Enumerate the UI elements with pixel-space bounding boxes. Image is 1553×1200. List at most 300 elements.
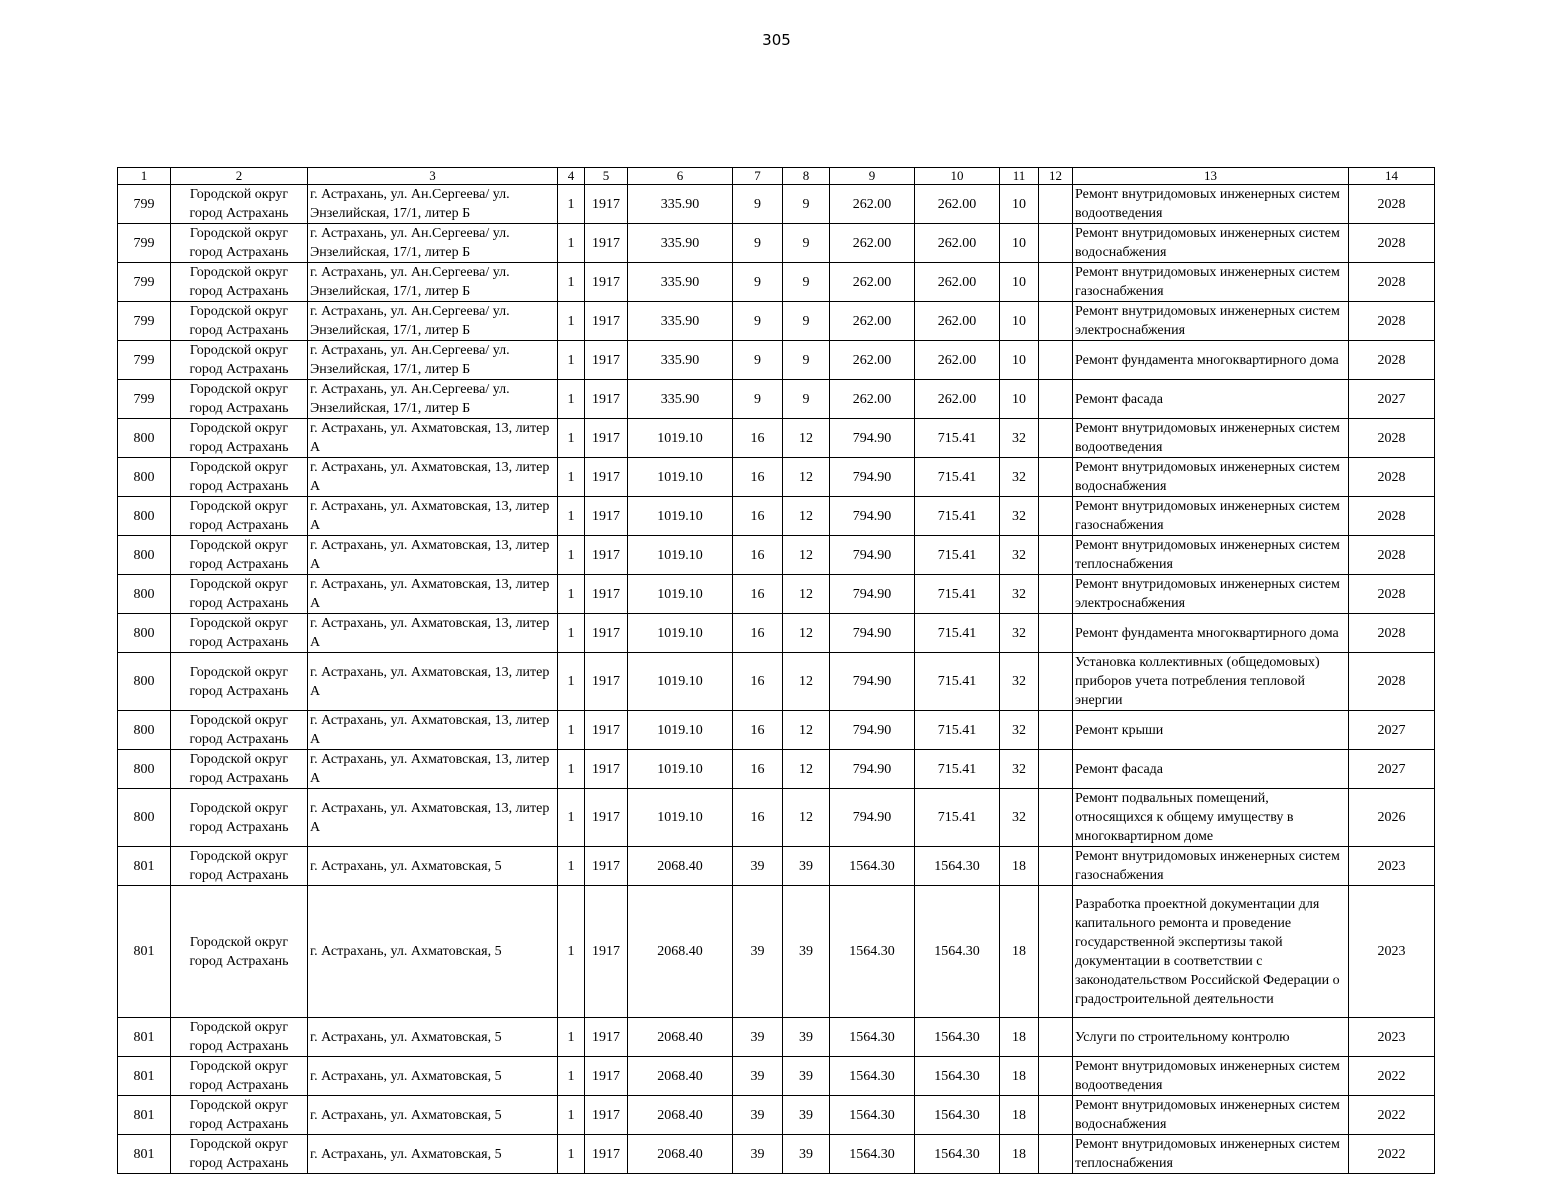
area-9-cell: 794.90	[830, 653, 915, 711]
cell-7-cell: 16	[733, 458, 783, 497]
year-cell: 2026	[1349, 789, 1435, 847]
year-cell: 2022	[1349, 1096, 1435, 1135]
year-cell: 2023	[1349, 886, 1435, 1018]
area-10-cell: 1564.30	[915, 1135, 1000, 1174]
cell-7-cell: 9	[733, 302, 783, 341]
year-cell: 2028	[1349, 263, 1435, 302]
cell-11-cell: 32	[1000, 653, 1039, 711]
area-10-cell: 715.41	[915, 536, 1000, 575]
municipality-cell: Городской округ город Астрахань	[171, 419, 308, 458]
cell-4-cell: 1	[558, 1018, 585, 1057]
cell-7-cell: 39	[733, 1018, 783, 1057]
cell-11-cell: 18	[1000, 1135, 1039, 1174]
municipality-cell: Городской округ город Астрахань	[171, 1057, 308, 1096]
address-cell: г. Астрахань, ул. Ахматовская, 13, литер А	[308, 575, 558, 614]
address-cell: г. Астрахань, ул. Ахматовская, 13, литер А	[308, 750, 558, 789]
area-9-cell: 794.90	[830, 497, 915, 536]
build-year-cell: 1917	[585, 847, 628, 886]
table-row	[118, 575, 1435, 614]
cell-11-cell: 10	[1000, 185, 1039, 224]
record-number-cell: 799	[118, 380, 171, 419]
record-number-cell: 801	[118, 847, 171, 886]
area-10-cell: 715.41	[915, 653, 1000, 711]
cell-12-cell	[1039, 653, 1073, 711]
area-10-cell: 715.41	[915, 711, 1000, 750]
cell-4-cell: 1	[558, 750, 585, 789]
area-10-cell: 715.41	[915, 614, 1000, 653]
total-area-cell: 1019.10	[628, 497, 733, 536]
municipality-cell: Городской округ город Астрахань	[171, 302, 308, 341]
build-year-cell: 1917	[585, 1057, 628, 1096]
total-area-cell: 335.90	[628, 263, 733, 302]
cell-8-cell: 12	[783, 653, 830, 711]
address-cell: г. Астрахань, ул. Ахматовская, 13, литер А	[308, 458, 558, 497]
work-type-cell: Ремонт внутридомовых инженерных систем теплоснабжения	[1073, 1135, 1349, 1174]
cell-7-cell: 39	[733, 1057, 783, 1096]
record-number-cell: 799	[118, 185, 171, 224]
total-area-cell: 1019.10	[628, 614, 733, 653]
work-type-cell: Ремонт внутридомовых инженерных систем водоотведения	[1073, 185, 1349, 224]
cell-12-cell	[1039, 419, 1073, 458]
build-year-cell: 1917	[585, 341, 628, 380]
cell-11-cell: 18	[1000, 886, 1039, 1018]
cell-8-cell: 39	[783, 1096, 830, 1135]
address-cell: г. Астрахань, ул. Ан.Сергеева/ ул. Энзелийская, 17/1, литер Б	[308, 224, 558, 263]
build-year-cell: 1917	[585, 653, 628, 711]
header-cell: 5	[585, 168, 628, 185]
work-type-cell: Ремонт внутридомовых инженерных систем электроснабжения	[1073, 575, 1349, 614]
address-cell: г. Астрахань, ул. Ахматовская, 13, литер А	[308, 536, 558, 575]
area-9-cell: 794.90	[830, 536, 915, 575]
record-number-cell: 801	[118, 1135, 171, 1174]
table-row	[118, 536, 1435, 575]
cell-4-cell: 1	[558, 711, 585, 750]
cell-8-cell: 9	[783, 224, 830, 263]
work-type-cell: Услуги по строительному контролю	[1073, 1018, 1349, 1057]
cell-11-cell: 10	[1000, 341, 1039, 380]
cell-12-cell	[1039, 458, 1073, 497]
cell-4-cell: 1	[558, 1135, 585, 1174]
area-9-cell: 1564.30	[830, 1096, 915, 1135]
area-10-cell: 262.00	[915, 341, 1000, 380]
record-number-cell: 800	[118, 750, 171, 789]
cell-11-cell: 10	[1000, 302, 1039, 341]
municipality-cell: Городской округ город Астрахань	[171, 789, 308, 847]
total-area-cell: 1019.10	[628, 750, 733, 789]
header-cell: 11	[1000, 168, 1039, 185]
header-cell: 6	[628, 168, 733, 185]
cell-11-cell: 10	[1000, 224, 1039, 263]
table-row	[118, 614, 1435, 653]
work-type-cell: Ремонт крыши	[1073, 711, 1349, 750]
record-number-cell: 801	[118, 1057, 171, 1096]
total-area-cell: 335.90	[628, 380, 733, 419]
record-number-cell: 800	[118, 419, 171, 458]
cell-4-cell: 1	[558, 536, 585, 575]
cell-12-cell	[1039, 497, 1073, 536]
municipality-cell: Городской округ город Астрахань	[171, 185, 308, 224]
build-year-cell: 1917	[585, 263, 628, 302]
cell-7-cell: 16	[733, 614, 783, 653]
area-9-cell: 1564.30	[830, 1018, 915, 1057]
total-area-cell: 335.90	[628, 185, 733, 224]
build-year-cell: 1917	[585, 1135, 628, 1174]
area-10-cell: 1564.30	[915, 1018, 1000, 1057]
cell-12-cell	[1039, 302, 1073, 341]
cell-7-cell: 16	[733, 789, 783, 847]
cell-4-cell: 1	[558, 380, 585, 419]
total-area-cell: 335.90	[628, 302, 733, 341]
area-9-cell: 794.90	[830, 711, 915, 750]
year-cell: 2022	[1349, 1135, 1435, 1174]
area-9-cell: 262.00	[830, 185, 915, 224]
table-row	[118, 185, 1435, 224]
cell-11-cell: 10	[1000, 380, 1039, 419]
work-type-cell: Ремонт внутридомовых инженерных систем водоснабжения	[1073, 458, 1349, 497]
cell-11-cell: 18	[1000, 847, 1039, 886]
cell-7-cell: 39	[733, 847, 783, 886]
cell-7-cell: 16	[733, 419, 783, 458]
area-10-cell: 715.41	[915, 575, 1000, 614]
cell-11-cell: 32	[1000, 419, 1039, 458]
cell-8-cell: 39	[783, 886, 830, 1018]
cell-8-cell: 9	[783, 185, 830, 224]
header-cell: 4	[558, 168, 585, 185]
cell-8-cell: 39	[783, 1057, 830, 1096]
work-type-cell: Ремонт фасада	[1073, 380, 1349, 419]
cell-8-cell: 12	[783, 575, 830, 614]
table-row	[118, 419, 1435, 458]
year-cell: 2028	[1349, 575, 1435, 614]
build-year-cell: 1917	[585, 1096, 628, 1135]
cell-12-cell	[1039, 789, 1073, 847]
cell-4-cell: 1	[558, 224, 585, 263]
address-cell: г. Астрахань, ул. Ахматовская, 13, литер А	[308, 614, 558, 653]
area-10-cell: 1564.30	[915, 886, 1000, 1018]
area-10-cell: 715.41	[915, 419, 1000, 458]
build-year-cell: 1917	[585, 789, 628, 847]
header-cell: 13	[1073, 168, 1349, 185]
cell-12-cell	[1039, 614, 1073, 653]
municipality-cell: Городской округ город Астрахань	[171, 380, 308, 419]
table-row	[118, 458, 1435, 497]
record-number-cell: 800	[118, 536, 171, 575]
area-10-cell: 1564.30	[915, 1057, 1000, 1096]
cell-11-cell: 18	[1000, 1096, 1039, 1135]
build-year-cell: 1917	[585, 458, 628, 497]
cell-12-cell	[1039, 536, 1073, 575]
cell-4-cell: 1	[558, 341, 585, 380]
area-9-cell: 262.00	[830, 263, 915, 302]
total-area-cell: 1019.10	[628, 458, 733, 497]
header-cell: 7	[733, 168, 783, 185]
header-cell: 8	[783, 168, 830, 185]
cell-8-cell: 39	[783, 847, 830, 886]
cell-12-cell	[1039, 886, 1073, 1018]
cell-7-cell: 16	[733, 653, 783, 711]
total-area-cell: 2068.40	[628, 1096, 733, 1135]
area-9-cell: 1564.30	[830, 1135, 915, 1174]
total-area-cell: 335.90	[628, 341, 733, 380]
municipality-cell: Городской округ город Астрахань	[171, 536, 308, 575]
total-area-cell: 1019.10	[628, 575, 733, 614]
municipality-cell: Городской округ город Астрахань	[171, 886, 308, 1018]
record-number-cell: 799	[118, 224, 171, 263]
header-cell: 14	[1349, 168, 1435, 185]
total-area-cell: 1019.10	[628, 653, 733, 711]
area-9-cell: 794.90	[830, 614, 915, 653]
table-row	[118, 224, 1435, 263]
cell-7-cell: 9	[733, 263, 783, 302]
cell-12-cell	[1039, 1135, 1073, 1174]
area-10-cell: 715.41	[915, 458, 1000, 497]
work-type-cell: Ремонт внутридомовых инженерных систем водоотведения	[1073, 1057, 1349, 1096]
cell-7-cell: 9	[733, 341, 783, 380]
total-area-cell: 1019.10	[628, 419, 733, 458]
cell-4-cell: 1	[558, 302, 585, 341]
address-cell: г. Астрахань, ул. Ахматовская, 13, литер А	[308, 497, 558, 536]
record-number-cell: 799	[118, 302, 171, 341]
address-cell: г. Астрахань, ул. Ан.Сергеева/ ул. Энзелийская, 17/1, литер Б	[308, 185, 558, 224]
cell-11-cell: 32	[1000, 711, 1039, 750]
cell-12-cell	[1039, 575, 1073, 614]
table-row	[118, 263, 1435, 302]
area-10-cell: 1564.30	[915, 1096, 1000, 1135]
header-cell: 3	[308, 168, 558, 185]
total-area-cell: 1019.10	[628, 789, 733, 847]
address-cell: г. Астрахань, ул. Ахматовская, 5	[308, 1057, 558, 1096]
address-cell: г. Астрахань, ул. Ахматовская, 13, литер А	[308, 711, 558, 750]
area-10-cell: 262.00	[915, 380, 1000, 419]
address-cell: г. Астрахань, ул. Ахматовская, 5	[308, 847, 558, 886]
cell-4-cell: 1	[558, 497, 585, 536]
cell-12-cell	[1039, 711, 1073, 750]
build-year-cell: 1917	[585, 419, 628, 458]
cell-11-cell: 32	[1000, 614, 1039, 653]
total-area-cell: 335.90	[628, 224, 733, 263]
table-row	[118, 886, 1435, 1018]
cell-7-cell: 9	[733, 380, 783, 419]
cell-4-cell: 1	[558, 614, 585, 653]
area-10-cell: 715.41	[915, 750, 1000, 789]
area-10-cell: 715.41	[915, 789, 1000, 847]
build-year-cell: 1917	[585, 302, 628, 341]
year-cell: 2028	[1349, 185, 1435, 224]
municipality-cell: Городской округ город Астрахань	[171, 1018, 308, 1057]
cell-11-cell: 32	[1000, 497, 1039, 536]
cell-8-cell: 12	[783, 536, 830, 575]
cell-12-cell	[1039, 750, 1073, 789]
address-cell: г. Астрахань, ул. Ахматовская, 5	[308, 886, 558, 1018]
cell-8-cell: 9	[783, 341, 830, 380]
cell-4-cell: 1	[558, 185, 585, 224]
build-year-cell: 1917	[585, 750, 628, 789]
record-number-cell: 801	[118, 1018, 171, 1057]
year-cell: 2028	[1349, 536, 1435, 575]
work-type-cell: Ремонт внутридомовых инженерных систем водоснабжения	[1073, 1096, 1349, 1135]
table-row	[118, 789, 1435, 847]
work-type-cell: Разработка проектной документации для капитального ремонта и проведение государственной экспертизы такой документации в соответствии с законодательством Российской Федерации о градостроительной деятельности	[1073, 886, 1349, 1018]
record-number-cell: 799	[118, 341, 171, 380]
table-row	[118, 341, 1435, 380]
municipality-cell: Городской округ город Астрахань	[171, 575, 308, 614]
area-9-cell: 794.90	[830, 575, 915, 614]
cell-7-cell: 39	[733, 1135, 783, 1174]
table-row	[118, 711, 1435, 750]
area-9-cell: 794.90	[830, 419, 915, 458]
area-9-cell: 794.90	[830, 750, 915, 789]
area-10-cell: 262.00	[915, 185, 1000, 224]
work-type-cell: Ремонт внутридомовых инженерных систем электроснабжения	[1073, 302, 1349, 341]
year-cell: 2027	[1349, 711, 1435, 750]
year-cell: 2023	[1349, 1018, 1435, 1057]
work-type-cell: Ремонт внутридомовых инженерных систем теплоснабжения	[1073, 536, 1349, 575]
area-9-cell: 794.90	[830, 789, 915, 847]
address-cell: г. Астрахань, ул. Ан.Сергеева/ ул. Энзелийская, 17/1, литер Б	[308, 263, 558, 302]
year-cell: 2028	[1349, 614, 1435, 653]
cell-4-cell: 1	[558, 419, 585, 458]
cell-7-cell: 39	[733, 1096, 783, 1135]
cell-8-cell: 12	[783, 458, 830, 497]
year-cell: 2028	[1349, 458, 1435, 497]
total-area-cell: 2068.40	[628, 1135, 733, 1174]
area-10-cell: 262.00	[915, 224, 1000, 263]
total-area-cell: 2068.40	[628, 847, 733, 886]
cell-11-cell: 10	[1000, 263, 1039, 302]
cell-12-cell	[1039, 341, 1073, 380]
cell-4-cell: 1	[558, 1096, 585, 1135]
build-year-cell: 1917	[585, 614, 628, 653]
area-9-cell: 794.90	[830, 458, 915, 497]
total-area-cell: 1019.10	[628, 711, 733, 750]
area-10-cell: 715.41	[915, 497, 1000, 536]
year-cell: 2027	[1349, 750, 1435, 789]
cell-7-cell: 16	[733, 536, 783, 575]
total-area-cell: 2068.40	[628, 1057, 733, 1096]
cell-11-cell: 18	[1000, 1018, 1039, 1057]
cell-7-cell: 9	[733, 224, 783, 263]
year-cell: 2028	[1349, 497, 1435, 536]
cell-8-cell: 12	[783, 497, 830, 536]
record-number-cell: 799	[118, 263, 171, 302]
municipality-cell: Городской округ город Астрахань	[171, 263, 308, 302]
table-row	[118, 1096, 1435, 1135]
work-type-cell: Ремонт подвальных помещений, относящихся к общему имуществу в многоквартирном доме	[1073, 789, 1349, 847]
work-type-cell: Ремонт внутридомовых инженерных систем газоснабжения	[1073, 847, 1349, 886]
cell-8-cell: 12	[783, 614, 830, 653]
address-cell: г. Астрахань, ул. Ан.Сергеева/ ул. Энзелийская, 17/1, литер Б	[308, 341, 558, 380]
work-type-cell: Ремонт фундамента многоквартирного дома	[1073, 614, 1349, 653]
cell-7-cell: 16	[733, 711, 783, 750]
cell-4-cell: 1	[558, 789, 585, 847]
table-row	[118, 1135, 1435, 1174]
year-cell: 2023	[1349, 847, 1435, 886]
header-cell: 10	[915, 168, 1000, 185]
record-number-cell: 800	[118, 497, 171, 536]
record-number-cell: 801	[118, 1096, 171, 1135]
total-area-cell: 1019.10	[628, 536, 733, 575]
cell-11-cell: 18	[1000, 1057, 1039, 1096]
cell-8-cell: 12	[783, 789, 830, 847]
area-9-cell: 1564.30	[830, 847, 915, 886]
area-9-cell: 262.00	[830, 341, 915, 380]
municipality-cell: Городской округ город Астрахань	[171, 458, 308, 497]
cell-11-cell: 32	[1000, 789, 1039, 847]
record-number-cell: 800	[118, 711, 171, 750]
work-type-cell: Ремонт фасада	[1073, 750, 1349, 789]
header-cell: 12	[1039, 168, 1073, 185]
cell-8-cell: 12	[783, 711, 830, 750]
cell-4-cell: 1	[558, 886, 585, 1018]
cell-12-cell	[1039, 1018, 1073, 1057]
cell-11-cell: 32	[1000, 458, 1039, 497]
address-cell: г. Астрахань, ул. Ахматовская, 13, литер А	[308, 653, 558, 711]
cell-11-cell: 32	[1000, 536, 1039, 575]
work-type-cell: Ремонт фундамента многоквартирного дома	[1073, 341, 1349, 380]
record-number-cell: 801	[118, 886, 171, 1018]
cell-8-cell: 9	[783, 302, 830, 341]
municipality-cell: Городской округ город Астрахань	[171, 224, 308, 263]
table-row	[118, 847, 1435, 886]
build-year-cell: 1917	[585, 224, 628, 263]
cell-12-cell	[1039, 263, 1073, 302]
table-row	[118, 497, 1435, 536]
work-type-cell: Ремонт внутридомовых инженерных систем газоснабжения	[1073, 263, 1349, 302]
municipality-cell: Городской округ город Астрахань	[171, 847, 308, 886]
total-area-cell: 2068.40	[628, 1018, 733, 1057]
build-year-cell: 1917	[585, 1018, 628, 1057]
build-year-cell: 1917	[585, 536, 628, 575]
area-9-cell: 1564.30	[830, 1057, 915, 1096]
year-cell: 2027	[1349, 380, 1435, 419]
build-year-cell: 1917	[585, 185, 628, 224]
cell-4-cell: 1	[558, 653, 585, 711]
cell-8-cell: 39	[783, 1135, 830, 1174]
cell-12-cell	[1039, 847, 1073, 886]
record-number-cell: 800	[118, 458, 171, 497]
register-table	[117, 167, 1435, 1174]
area-9-cell: 262.00	[830, 224, 915, 263]
municipality-cell: Городской округ город Астрахань	[171, 711, 308, 750]
record-number-cell: 800	[118, 653, 171, 711]
cell-12-cell	[1039, 224, 1073, 263]
header-row	[118, 168, 1435, 185]
municipality-cell: Городской округ город Астрахань	[171, 497, 308, 536]
cell-7-cell: 9	[733, 185, 783, 224]
cell-4-cell: 1	[558, 575, 585, 614]
header-cell: 1	[118, 168, 171, 185]
municipality-cell: Городской округ город Астрахань	[171, 614, 308, 653]
table-row	[118, 653, 1435, 711]
header-cell: 9	[830, 168, 915, 185]
table-row	[118, 1057, 1435, 1096]
municipality-cell: Городской округ город Астрахань	[171, 1135, 308, 1174]
cell-11-cell: 32	[1000, 750, 1039, 789]
page-number: 305	[762, 31, 791, 49]
table-row	[118, 1018, 1435, 1057]
address-cell: г. Астрахань, ул. Ахматовская, 13, литер А	[308, 419, 558, 458]
record-number-cell: 800	[118, 789, 171, 847]
year-cell: 2028	[1349, 341, 1435, 380]
table-row	[118, 750, 1435, 789]
build-year-cell: 1917	[585, 575, 628, 614]
record-number-cell: 800	[118, 614, 171, 653]
build-year-cell: 1917	[585, 711, 628, 750]
cell-4-cell: 1	[558, 1057, 585, 1096]
address-cell: г. Астрахань, ул. Ан.Сергеева/ ул. Энзелийская, 17/1, литер Б	[308, 380, 558, 419]
area-10-cell: 262.00	[915, 263, 1000, 302]
cell-7-cell: 16	[733, 497, 783, 536]
